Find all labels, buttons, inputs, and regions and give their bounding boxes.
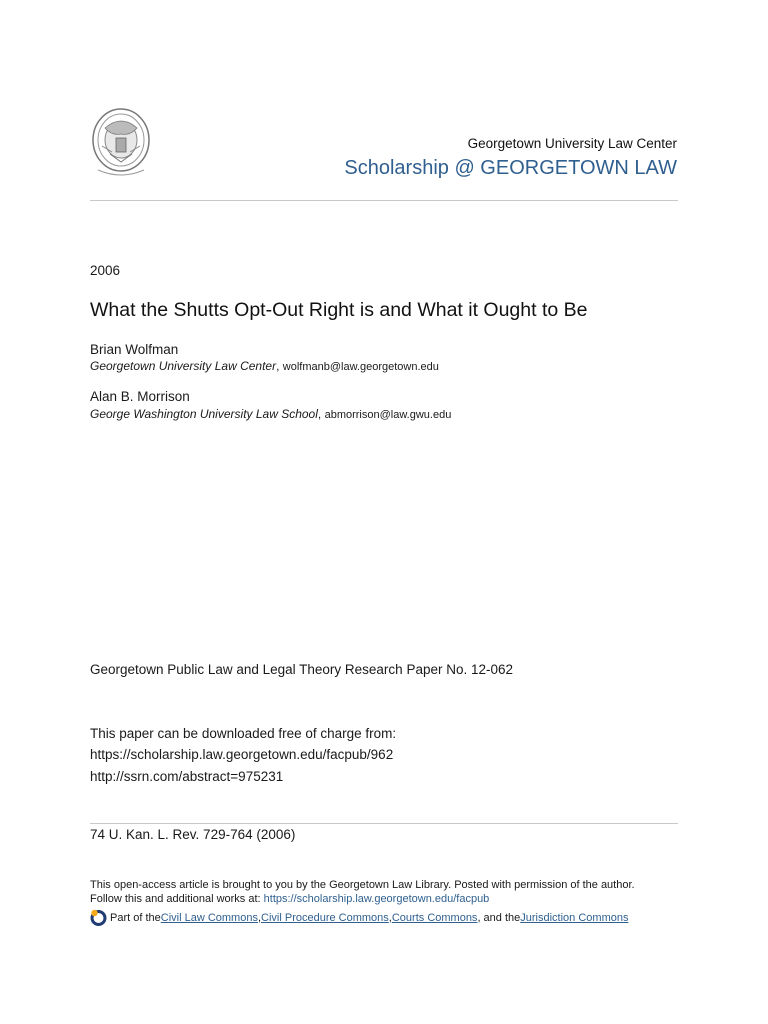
divider — [90, 200, 678, 201]
citation: 74 U. Kan. L. Rev. 729-764 (2006) — [90, 827, 296, 842]
author-name: Brian Wolfman — [90, 342, 179, 357]
and-label: , and the — [477, 911, 521, 924]
part-of-label: Part of the — [110, 911, 161, 924]
commons-link-jurisdiction[interactable]: Jurisdiction Commons — [520, 911, 629, 924]
institution-name: Georgetown University Law Center — [467, 136, 677, 151]
download-intro: This paper can be downloaded free of charge from: — [90, 726, 397, 741]
download-link[interactable]: https://scholarship.law.georgetown.edu/facpub/962 — [90, 747, 394, 762]
author-email[interactable]: wolfmanb@law.georgetown.edu — [282, 361, 439, 373]
separator: , — [276, 359, 283, 373]
repository-name[interactable]: Scholarship @ GEORGETOWN LAW — [344, 157, 677, 179]
author-email[interactable]: abmorrison@law.gwu.edu — [324, 409, 452, 421]
research-paper-series: Georgetown Public Law and Legal Theory Research Paper No. 12-062 — [90, 662, 514, 677]
author-affiliation — [90, 407, 451, 421]
georgetown-seal-icon — [90, 106, 152, 180]
author-name: Alan B. Morrison — [90, 389, 190, 404]
follow-line — [90, 893, 489, 905]
affiliation-name: George Washington University Law School — [90, 407, 318, 421]
affiliation-name: Georgetown University Law Center — [90, 359, 277, 373]
commons-link-courts[interactable]: Courts Commons — [391, 911, 478, 924]
download-link[interactable]: http://ssrn.com/abstract=975231 — [90, 769, 284, 784]
part-of-line — [90, 909, 628, 926]
divider — [90, 823, 678, 824]
author-affiliation — [90, 359, 439, 373]
collection-link[interactable]: https://scholarship.law.georgetown.edu/facpub — [263, 893, 490, 905]
paper-title: What the Shutts Opt-Out Right is and What it Ought to Be — [90, 299, 588, 321]
open-access-notice: This open-access article is brought to you by the Georgetown Law Library. Posted with permission of the author. — [90, 879, 635, 891]
separator: , — [317, 407, 325, 421]
bepress-network-icon — [90, 909, 107, 926]
follow-label: Follow this and additional works at: — [90, 893, 264, 905]
commons-link-civil-law[interactable]: Civil Law Commons — [160, 911, 258, 924]
separator: , — [388, 911, 392, 924]
publication-year: 2006 — [90, 263, 121, 278]
commons-link-civil-procedure[interactable]: Civil Procedure Commons — [261, 911, 389, 924]
separator: , — [257, 911, 262, 924]
